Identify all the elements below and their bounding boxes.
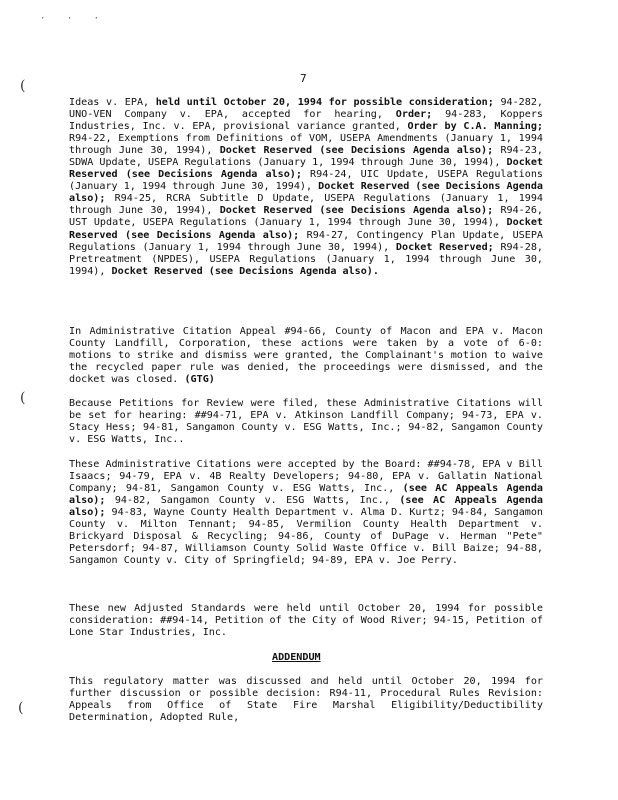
- margin-mark-icon: (: [18, 700, 24, 716]
- text-run: 94-83, Wayne County Health Department v. Alma D. Kurtz; 94-84, Sangamon County v. Milton Tennant; 94-85, Vermilion County Health Department v. Brickyard Disposal & Recycling; 94-86, County of DuPage v. Herman "Pete" Petersdorf; 94-87, Williamson County Solid Waste Office v. Bill Baize; 94-88, Sangamon County v. City of Springfield; 94-89, EPA v. Joe Perry.: [69, 507, 544, 567]
- bold-run: Docket Reserved (see Decisions Agenda also);: [69, 157, 544, 181]
- bold-run: Docket Reserved;: [395, 241, 494, 253]
- text-run: Because Petitions for Review were filed, these Administrative Citations will be set for hearing: ##94-71, EPA v. Atkinson Landfill Company; 94-73, EPA v. Stacy Hess; 94-81, Sangamon County v. ESG Watts, Inc.; 94-82, Sangamon County v. ESG Watts, Inc..: [69, 398, 543, 446]
- text-run: R94-24, UIC Update, USEPA Regulations (January 1, 1994 through June 30, 1994),: [69, 169, 543, 193]
- bold-run: Docket Reserved (see Decisions Agenda also).: [111, 265, 379, 277]
- text-run: R94-26, UST Update, USEPA Regulations (January 1, 1994 through June 30, 1994),: [69, 205, 543, 229]
- bold-run: Docket Reserved (see Decisions Agenda also);: [69, 217, 543, 241]
- text-run: R94-28, Pretreatment (NPDES), USEPA Regulations (January 1, 1994 through June 30, 1994),: [69, 241, 543, 277]
- text-run: These new Adjusted Standards were held until October 20, 1994 for possible consideration: ##94-14, Petition of the City of Wood River; 94-15, Petition of Lone Star Industries, Inc.: [69, 603, 544, 639]
- margin-mark-icon: (: [20, 78, 26, 94]
- addendum-heading: ADDENDUM: [272, 652, 321, 663]
- paragraph-addendum: [69, 676, 543, 724]
- scan-dots: · · ·: [40, 14, 108, 24]
- paragraph-citations-accepted: [69, 459, 543, 567]
- bold-run: Order;: [395, 109, 433, 121]
- text-run: In Administrative Citation Appeal #94-66, County of Macon and EPA v. Macon County Landfill, Corporation, these actions were taken by a vote of 6-0: motions to strike and dismiss were granted, the Complainant's motion to waive the recycled paper rule was denied, the proceedings were dismissed, and the docket was closed.: [69, 326, 543, 386]
- bold-run: (see AC Appeals Agenda also);: [69, 495, 543, 519]
- bold-run: (GTG): [184, 374, 215, 386]
- text-run: 94-282, UNO-VEN Company v. EPA, accepted for hearing,: [69, 97, 543, 121]
- page-number: 7: [300, 72, 307, 85]
- paragraph-petitions-review: [69, 398, 543, 446]
- text-run: R94-22, Exemptions from Definitions of VOM, USEPA Amendments (January 1, 1994 through June 30, 1994),: [69, 133, 543, 157]
- margin-mark-icon: (: [20, 390, 26, 406]
- paragraph-citation-appeal: [69, 326, 543, 386]
- bold-run: Docket Reserved (see Decisions Agenda also);: [219, 145, 494, 157]
- paragraph-continued-agenda: [69, 97, 543, 278]
- text-run: These Administrative Citations were accepted by the Board: ##94-78, EPA v Bill Isaacs; 94-79, EPA v. 4B Realty Developers; 94-80, EPA v. Gallatin National Company; 94-81, Sangamon County v. ESG Watts, Inc.,: [69, 459, 544, 495]
- text-run: R94-25, RCRA Subtitle D Update, USEPA Regulations (January 1, 1994 through June 30, 1994),: [69, 193, 543, 217]
- paragraph-adjusted-standards: [69, 603, 543, 639]
- text-run: 94-82, Sangamon County v. ESG Watts, Inc.,: [105, 495, 400, 507]
- bold-run: Order by C.A. Manning;: [407, 121, 543, 133]
- text-run: R94-23, SDWA Update, USEPA Regulations (January 1, 1994 through June 30, 1994),: [69, 145, 543, 169]
- bold-run: (see AC Appeals Agenda also);: [69, 483, 543, 507]
- text-run: Ideas v. EPA,: [69, 97, 156, 108]
- text-run: This regulatory matter was discussed and held until October 20, 1994 for further discussion or possible decision: R94-11, Procedural Rules Revision: Appeals from Office of State Fire Marshal Eligibility/Deductibility Determination, Adopted Rule,: [69, 676, 543, 724]
- bold-run: held until October 20, 1994 for possible consideration;: [155, 97, 494, 108]
- bold-run: Docket Reserved (see Decisions Agenda also);: [69, 181, 544, 205]
- text-run: 94-283, Koppers Industries, Inc. v. EPA, provisional variance granted,: [69, 109, 543, 133]
- text-run: R94-27, Contingency Plan Update, USEPA Regulations (January 1, 1994 through June 30, 1994),: [69, 229, 543, 253]
- bold-run: Docket Reserved (see Decisions Agenda also);: [219, 205, 494, 217]
